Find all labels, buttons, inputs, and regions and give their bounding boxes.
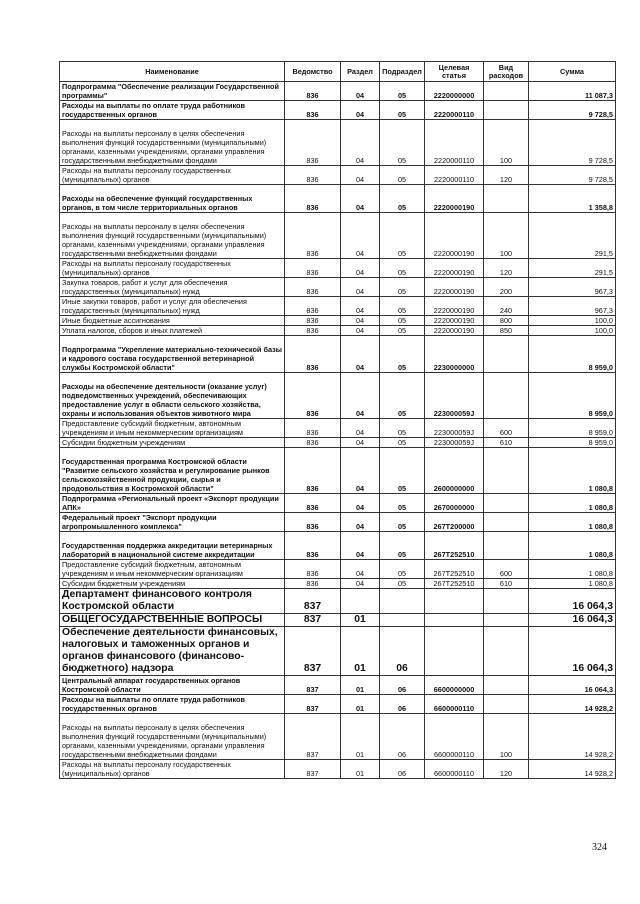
table-row [60,438,616,448]
cell-sum: 1 080,8 [529,532,616,560]
table-row [60,336,616,373]
cell-name: Федеральный проект "Экспорт продукции агропромышленного комплекса" [60,513,285,532]
cell-subsection: 06 [380,627,425,676]
cell-subsection: 05 [380,560,425,579]
cell-section: 01 [341,714,380,760]
cell-section: 04 [341,419,380,438]
cell-subsection: 05 [380,278,425,297]
col-header-exptype: Вид расходов [484,62,529,82]
cell-sum: 16 064,3 [529,614,616,627]
cell-section: 04 [341,213,380,259]
cell-subsection: 05 [380,579,425,589]
cell-sum: 9 728,5 [529,101,616,120]
cell-exptype: 610 [484,438,529,448]
cell-dept: 836 [285,185,341,213]
cell-subsection: 05 [380,101,425,120]
cell-exptype [484,589,529,614]
cell-name: Иные закупки товаров, работ и услуг для обеспечения государственных (муниципальных) нужд [60,297,285,316]
cell-exptype [484,695,529,714]
cell-dept: 836 [285,579,341,589]
cell-target: 2220000110 [425,120,484,166]
table-row [60,760,616,779]
cell-dept: 836 [285,513,341,532]
cell-sum: 1 358,8 [529,185,616,213]
cell-target: 2220000190 [425,297,484,316]
table-row [60,579,616,589]
cell-exptype: 120 [484,166,529,185]
cell-section: 04 [341,278,380,297]
cell-section: 01 [341,760,380,779]
cell-sum: 1 080,8 [529,513,616,532]
cell-subsection: 05 [380,438,425,448]
cell-dept: 836 [285,316,341,326]
table-row [60,120,616,166]
cell-name: Подпрограмма «Региональный проект «Экспорт продукции АПК» [60,494,285,513]
cell-section: 04 [341,120,380,166]
cell-exptype: 610 [484,579,529,589]
cell-target: 267T200000 [425,513,484,532]
cell-section: 04 [341,579,380,589]
table-row [60,326,616,336]
cell-exptype: 600 [484,419,529,438]
cell-subsection: 06 [380,695,425,714]
col-header-dept: Ведомство [285,62,341,82]
cell-sum: 9 728,5 [529,120,616,166]
cell-target: 2220000190 [425,213,484,259]
col-header-target: Целевая статья [425,62,484,82]
cell-name: Предоставление субсидий бюджетным, автономным учреждениям и иным некоммерческим организациям [60,560,285,579]
cell-subsection: 06 [380,714,425,760]
cell-dept: 837 [285,676,341,695]
cell-exptype [484,101,529,120]
cell-target [425,627,484,676]
cell-dept: 836 [285,560,341,579]
cell-dept: 836 [285,532,341,560]
cell-subsection: 05 [380,297,425,316]
cell-dept: 837 [285,714,341,760]
budget-table [59,61,616,779]
cell-subsection: 05 [380,259,425,278]
cell-sum: 8 959,0 [529,336,616,373]
cell-exptype: 240 [484,297,529,316]
cell-exptype: 600 [484,560,529,579]
cell-target: 267T252510 [425,532,484,560]
cell-dept: 837 [285,627,341,676]
cell-dept: 836 [285,166,341,185]
cell-name: Расходы на выплаты персоналу в целях обеспечения выполнения функций государственными (муниципальными) органами, казенными учреждениями, органами управления государственными внебюджетными фондами [60,213,285,259]
cell-exptype [484,336,529,373]
cell-sum: 8 959,0 [529,419,616,438]
cell-name: Расходы на выплаты персоналу в целях обеспечения выполнения функций государственными (муниципальными) органами, казенными учреждениями, органами управления государственными внебюджетными фондами [60,120,285,166]
cell-dept: 836 [285,419,341,438]
cell-sum: 14 928,2 [529,760,616,779]
cell-target: 223000059J [425,419,484,438]
cell-name: Подпрограмма "Укрепление материально-технической базы и кадрового состава государственной ветеринарной службы Костромской области" [60,336,285,373]
col-header-section: Раздел [341,62,380,82]
cell-subsection: 05 [380,326,425,336]
cell-exptype: 100 [484,213,529,259]
cell-exptype: 200 [484,278,529,297]
cell-sum: 1 080,8 [529,560,616,579]
col-header-name: Наименование [60,62,285,82]
cell-exptype [484,513,529,532]
table-row [60,213,616,259]
cell-exptype [484,627,529,676]
cell-sum: 291,5 [529,259,616,278]
cell-target: 267T252510 [425,579,484,589]
cell-subsection: 05 [380,166,425,185]
table-row [60,614,616,627]
table-row [60,101,616,120]
cell-target: 2220000000 [425,82,484,101]
col-header-subsection: Подраздел [380,62,425,82]
cell-exptype [484,373,529,419]
cell-target: 6600000110 [425,714,484,760]
cell-sum: 16 064,3 [529,676,616,695]
cell-sum: 967,3 [529,297,616,316]
cell-dept: 836 [285,448,341,494]
table-row [60,589,616,614]
table-row [60,82,616,101]
cell-subsection: 05 [380,336,425,373]
table-row [60,166,616,185]
cell-sum: 291,5 [529,213,616,259]
cell-dept: 836 [285,259,341,278]
cell-exptype [484,676,529,695]
cell-dept: 836 [285,326,341,336]
cell-target [425,614,484,627]
cell-section: 04 [341,166,380,185]
cell-section: 01 [341,614,380,627]
cell-name: Центральный аппарат государственных органов Костромской области [60,676,285,695]
cell-dept: 836 [285,373,341,419]
cell-name: Иные бюджетные ассигнования [60,316,285,326]
table-row [60,532,616,560]
cell-subsection: 05 [380,419,425,438]
cell-sum: 16 064,3 [529,627,616,676]
cell-section: 04 [341,316,380,326]
cell-name: Закупка товаров, работ и услуг для обеспечения государственных (муниципальных) нужд [60,278,285,297]
cell-exptype: 100 [484,714,529,760]
cell-name: ОБЩЕГОСУДАРСТВЕННЫЕ ВОПРОСЫ [60,614,285,627]
cell-section [341,589,380,614]
cell-name: Расходы на выплаты по оплате труда работников государственных органов [60,101,285,120]
cell-exptype [484,494,529,513]
cell-section: 04 [341,532,380,560]
table-row [60,695,616,714]
cell-dept: 836 [285,494,341,513]
cell-subsection: 06 [380,760,425,779]
cell-name: Расходы на выплаты по оплате труда работников государственных органов [60,695,285,714]
cell-target: 2220000190 [425,278,484,297]
cell-target: 2220000190 [425,326,484,336]
cell-exptype: 800 [484,316,529,326]
cell-sum: 9 728,5 [529,166,616,185]
cell-sum: 1 080,8 [529,448,616,494]
cell-name: Расходы на выплаты персоналу государственных (муниципальных) органов [60,166,285,185]
table-row [60,278,616,297]
cell-name: Субсидии бюджетным учреждениям [60,438,285,448]
cell-subsection: 05 [380,316,425,326]
table-body [60,82,616,779]
cell-name: Расходы на выплаты персоналу государственных (муниципальных) органов [60,760,285,779]
cell-dept: 836 [285,297,341,316]
cell-dept: 836 [285,438,341,448]
cell-name: Государственная программа Костромской области "Развитие сельского хозяйства и регулирование рынков сельскохозяйственной продукции, сырья и продовольствия в Костромской области" [60,448,285,494]
cell-target: 6600000110 [425,695,484,714]
cell-name: Расходы на обеспечение деятельности (оказание услуг) подведомственных учреждений, обеспечивающих предоставление услуг в области сельского хозяйства, охраны и использования объектов животного мира [60,373,285,419]
cell-section: 01 [341,695,380,714]
cell-subsection: 05 [380,494,425,513]
cell-target: 6600000110 [425,760,484,779]
cell-subsection: 05 [380,120,425,166]
cell-name: Расходы на обеспечение функций государственных органов, в том числе территориальных органов [60,185,285,213]
cell-section: 04 [341,438,380,448]
cell-sum: 8 959,0 [529,373,616,419]
cell-exptype [484,82,529,101]
table-row [60,373,616,419]
cell-section: 01 [341,627,380,676]
cell-sum: 16 064,3 [529,589,616,614]
cell-dept: 837 [285,695,341,714]
cell-sum: 14 928,2 [529,695,616,714]
cell-subsection: 05 [380,82,425,101]
table-row [60,676,616,695]
cell-name: Расходы на выплаты персоналу государственных (муниципальных) органов [60,259,285,278]
cell-name: Предоставление субсидий бюджетным, автономным учреждениям и иным некоммерческим организациям [60,419,285,438]
cell-exptype: 120 [484,760,529,779]
cell-subsection [380,614,425,627]
cell-exptype: 100 [484,120,529,166]
cell-section: 04 [341,513,380,532]
cell-section: 04 [341,336,380,373]
cell-subsection: 05 [380,532,425,560]
cell-section: 04 [341,101,380,120]
cell-dept: 836 [285,120,341,166]
cell-section: 04 [341,185,380,213]
table-row [60,419,616,438]
cell-exptype [484,532,529,560]
cell-section: 04 [341,494,380,513]
cell-target: 2220000190 [425,259,484,278]
cell-dept: 837 [285,614,341,627]
cell-name: Субсидии бюджетным учреждениям [60,579,285,589]
cell-subsection: 05 [380,185,425,213]
cell-dept: 836 [285,336,341,373]
cell-sum: 967,3 [529,278,616,297]
cell-exptype: 850 [484,326,529,336]
cell-target: 267T252510 [425,560,484,579]
table-row [60,627,616,676]
cell-target: 2230000000 [425,336,484,373]
table-row [60,494,616,513]
cell-exptype [484,614,529,627]
table-row [60,560,616,579]
cell-target: 2220000110 [425,101,484,120]
table-row [60,185,616,213]
cell-sum: 100,0 [529,316,616,326]
cell-sum: 100,0 [529,326,616,336]
cell-target: 2600000000 [425,448,484,494]
cell-sum: 8 959,0 [529,438,616,448]
table-row [60,513,616,532]
cell-subsection: 05 [380,373,425,419]
cell-subsection: 05 [380,213,425,259]
cell-section: 04 [341,82,380,101]
cell-exptype: 120 [484,259,529,278]
cell-name: Департамент финансового контроля Костромской области [60,589,285,614]
cell-target: 2220000110 [425,166,484,185]
table-row [60,316,616,326]
cell-section: 04 [341,326,380,336]
cell-target: 223000059J [425,373,484,419]
cell-dept: 836 [285,101,341,120]
cell-section: 04 [341,297,380,316]
cell-target [425,589,484,614]
cell-dept: 836 [285,82,341,101]
page-number: 324 [592,842,607,853]
table-row [60,448,616,494]
cell-sum: 1 080,8 [529,579,616,589]
cell-name: Государственная поддержка аккредитации ветеринарных лабораторий в национальной системе аккредитации [60,532,285,560]
cell-name: Уплата налогов, сборов и иных платежей [60,326,285,336]
cell-name: Расходы на выплаты персоналу в целях обеспечения выполнения функций государственными (муниципальными) органами, казенными учреждениями, органами управления государственными внебюджетными фондами [60,714,285,760]
table-row [60,714,616,760]
cell-sum: 11 087,3 [529,82,616,101]
cell-section: 04 [341,560,380,579]
cell-sum: 1 080,8 [529,494,616,513]
cell-target: 6600000000 [425,676,484,695]
cell-subsection: 06 [380,676,425,695]
cell-section: 01 [341,676,380,695]
cell-exptype [484,448,529,494]
cell-target: 2220000190 [425,185,484,213]
cell-target: 2670000000 [425,494,484,513]
table-row [60,297,616,316]
cell-dept: 836 [285,278,341,297]
cell-target: 2220000190 [425,316,484,326]
cell-dept: 837 [285,589,341,614]
table-row [60,259,616,278]
cell-name: Обеспечение деятельности финансовых, налоговых и таможенных органов и органов финансового (финансово-бюджетного) надзора [60,627,285,676]
cell-exptype [484,185,529,213]
cell-section: 04 [341,448,380,494]
cell-section: 04 [341,373,380,419]
cell-target: 223000059J [425,438,484,448]
cell-dept: 837 [285,760,341,779]
cell-dept: 836 [285,213,341,259]
table-header-row [60,62,616,82]
col-header-sum: Сумма [529,62,616,82]
cell-subsection: 05 [380,448,425,494]
cell-subsection: 05 [380,513,425,532]
cell-name: Подпрограмма "Обеспечение реализации Государственной программы" [60,82,285,101]
cell-section: 04 [341,259,380,278]
cell-sum: 14 928,2 [529,714,616,760]
cell-subsection [380,589,425,614]
